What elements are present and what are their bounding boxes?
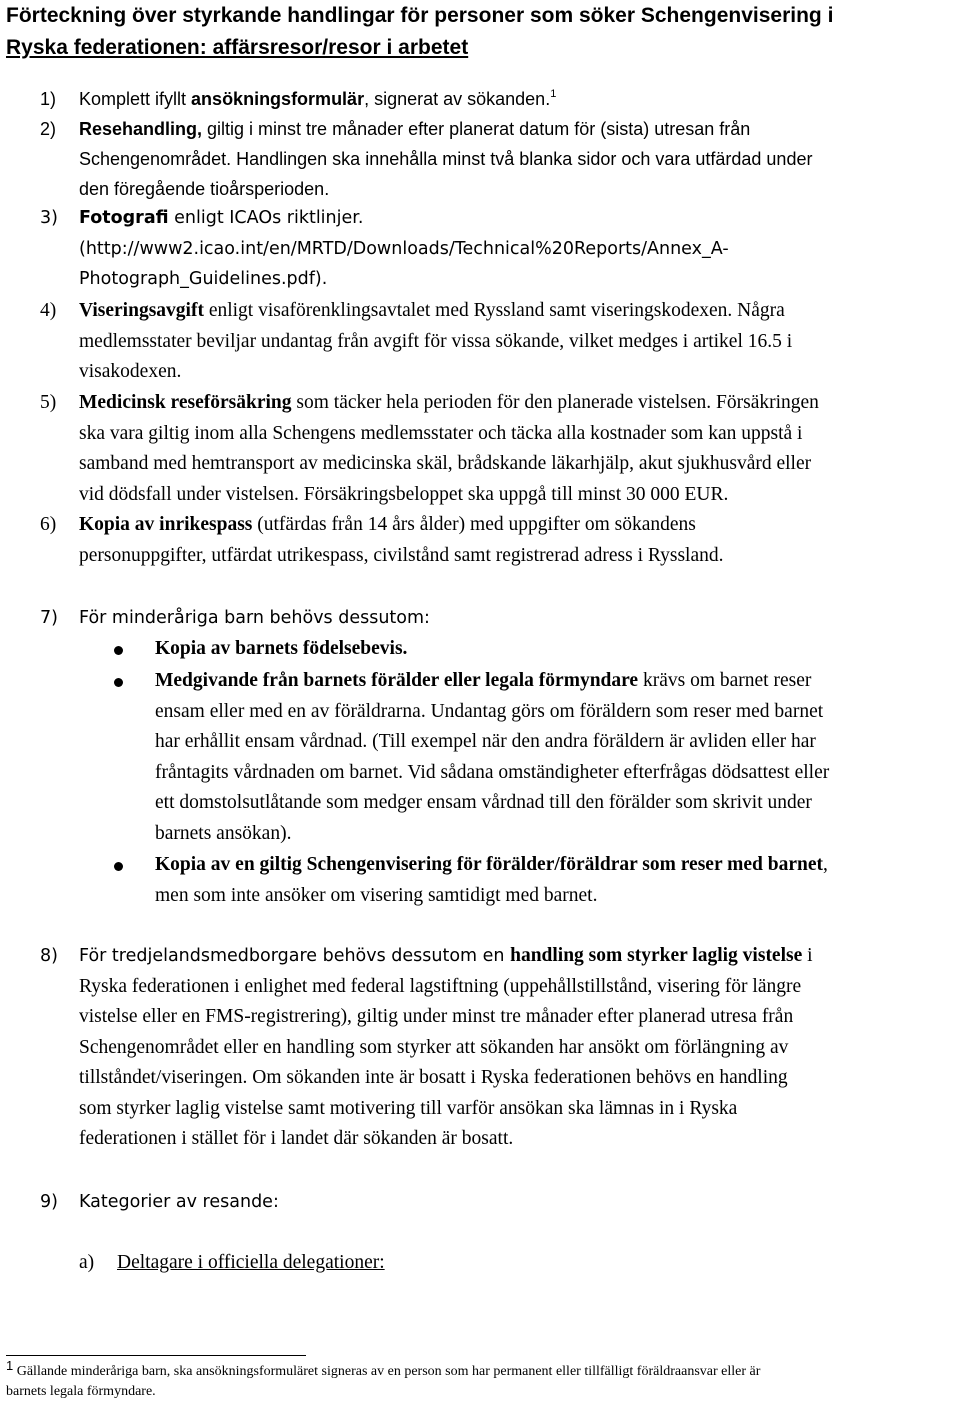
footnote-line-2: barnets legala förmyndare. <box>6 1384 156 1399</box>
emphasis: Resehandling, <box>79 119 203 139</box>
footnote-line-1: Gällande minderåriga barn, ska ansökningsformuläret signeras av en person som har permanent eller tillfälligt föräldraansvar eller är <box>16 1364 761 1379</box>
item-number: 1) <box>40 89 57 109</box>
item-text: För minderåriga barn behövs dessutom: <box>79 608 430 628</box>
title-line-2: Ryska federationen: affärsresor/resor i arbetet <box>6 36 469 59</box>
item-number: 3) <box>40 208 58 228</box>
emphasis: Viseringsavgift <box>79 300 204 321</box>
item-number: 9) <box>40 1192 58 1212</box>
bullet-text: Kopia av en giltig Schengenvisering för förälder/föräldrar som reser med barnet, men som inte ansöker om visering samtidigt med barnet. <box>155 854 828 906</box>
item-text: Kategorier av resande: <box>79 1192 279 1212</box>
document-title <box>6 0 956 64</box>
item-number: 4) <box>40 300 57 321</box>
bullet-icon <box>114 862 123 871</box>
item-number: 8) <box>40 946 58 966</box>
emphasis: Kopia av inrikespass <box>79 514 253 535</box>
sub-item-text: Deltagare i officiella delegationer: <box>117 1252 385 1273</box>
footnote-ref[interactable]: 1 <box>550 88 557 100</box>
emphasis: handling som styrker laglig vistelse <box>510 945 803 966</box>
footnote-number: 1 <box>6 1358 14 1373</box>
item-text: Kopia av inrikespass (utfärdas från 14 års ålder) med uppgifter om sökandens personuppgifter, utfärdat utrikespass, civilstånd samt registrerad adress i Ryssland. <box>79 514 724 566</box>
item-continuation: Ryska federationen i enlighet med federal lagstiftning (uppehållstillstånd, visering för längre vistelse eller en FMS-registrering), giltig under minst tre månader efter planerad utresa från Schengenområdet eller en handling som styrker att sökanden har ansökt om förlängning av tillståndet/viseringen. Om sökanden inte är bosatt i Ryska federationen behövs en handling som styrker laglig vistelse samt motivering till varför ansökan ska lämnas in i Ryska federationen i stället för i landet där sökanden är bosatt. <box>79 975 802 1149</box>
emphasis: Kopia av en giltig Schengenvisering för förälder/föräldrar som reser med barnet <box>155 854 823 875</box>
item-number: 2) <box>40 119 57 139</box>
item-text: Fotografi enligt ICAOs riktlinjer. (http://www2.icao.int/en/MRTD/Downloads/Technical%20Reports/Annex_A- Photograph_Guidelines.pdf). <box>79 208 729 289</box>
item-text: Resehandling, giltig i minst tre månader efter planerat datum för (sista) utresan från Schengenområdet. Handlingen ska innehålla minst två blanka sidor och vara utfärdad under den föregående tioårsperioden. <box>79 119 813 199</box>
item-text: Medicinsk reseförsäkring som täcker hela perioden för den planerade vistelsen. Försäkringen ska vara giltig inom alla Schengens medlemsstater och täcka alla kostnader som kan uppstå i samband med hemtransport av medicinska skäl, brådskande läkarhjälp, akut sjukhusvård eller vid dödsfall under vistelsen. Försäkringsbeloppet ska uppgå till minst 30 000 EUR. <box>79 392 819 505</box>
item-number: 7) <box>40 608 58 628</box>
item-text: Viseringsavgift enligt visaförenklingsavtalet med Ryssland samt viseringskodexen. Några medlemsstater beviljar undantag från avgift för vissa sökande, vilket medges i artikel 16.5 i visakodexen. <box>79 300 793 382</box>
bullet-text <box>155 634 955 665</box>
item-number: 6) <box>40 514 57 535</box>
footnote-divider <box>6 1355 306 1356</box>
bullet-icon <box>114 678 123 687</box>
icao-link[interactable]: (http://www2.icao.int/en/MRTD/Downloads/Technical%20Reports/Annex_A- <box>79 238 729 259</box>
emphasis: Fotografi <box>79 208 169 228</box>
emphasis: Medicinsk reseförsäkring <box>79 392 292 413</box>
emphasis: Kopia av barnets födelsebevis. <box>155 638 408 659</box>
footnote <box>6 1358 956 1402</box>
item-text: Komplett ifyllt ansökningsformulär, signerat av sökanden.$^1$ <box>79 88 557 109</box>
sub-item-label: a) <box>79 1252 95 1273</box>
item-number: 5) <box>40 392 57 413</box>
title-line-1: Förteckning över styrkande handlingar för personer som söker Schengenvisering i <box>6 4 834 27</box>
emphasis: ansökningsformulär <box>191 89 365 109</box>
bullet-text: Medgivande från barnets förälder eller legala förmyndare krävs om barnet reser ensam eller med en av föräldrarna. Undantag görs om föräldern som reser med barnet har erhållit ensam vårdnad. (Till exempel när den andra föräldern är avliden eller har fråntagits vårdnaden om barnet. Vid sådana omständigheter efterfrågas dödsattest eller ett domstolsutlåtande som medger ensam vårdnad till den förälder som skrivit under barnets ansökan). <box>155 670 830 844</box>
bullet-icon <box>114 646 123 655</box>
item-text: För tredjelandsmedborgare behövs dessutom en handling som styrker laglig vistelse i Ryska federationen i enlighet med federal lagstiftning (uppehållstillstånd, visering för längre vistelse eller en FMS-registrering), giltig under minst tre månader efter planerad utresa från Schengenområdet eller en handling som styrker att sökanden har ansökt om förlängning av tillståndet/viseringen. Om sökanden inte är bosatt i Ryska federationen behövs en handling som styrker laglig vistelse samt motivering till varför ansökan ska lämnas in i Ryska federationen i stället för i landet där sökanden är bosatt. <box>79 941 957 1155</box>
emphasis: Medgivande från barnets förälder eller legala förmyndare <box>155 670 639 691</box>
